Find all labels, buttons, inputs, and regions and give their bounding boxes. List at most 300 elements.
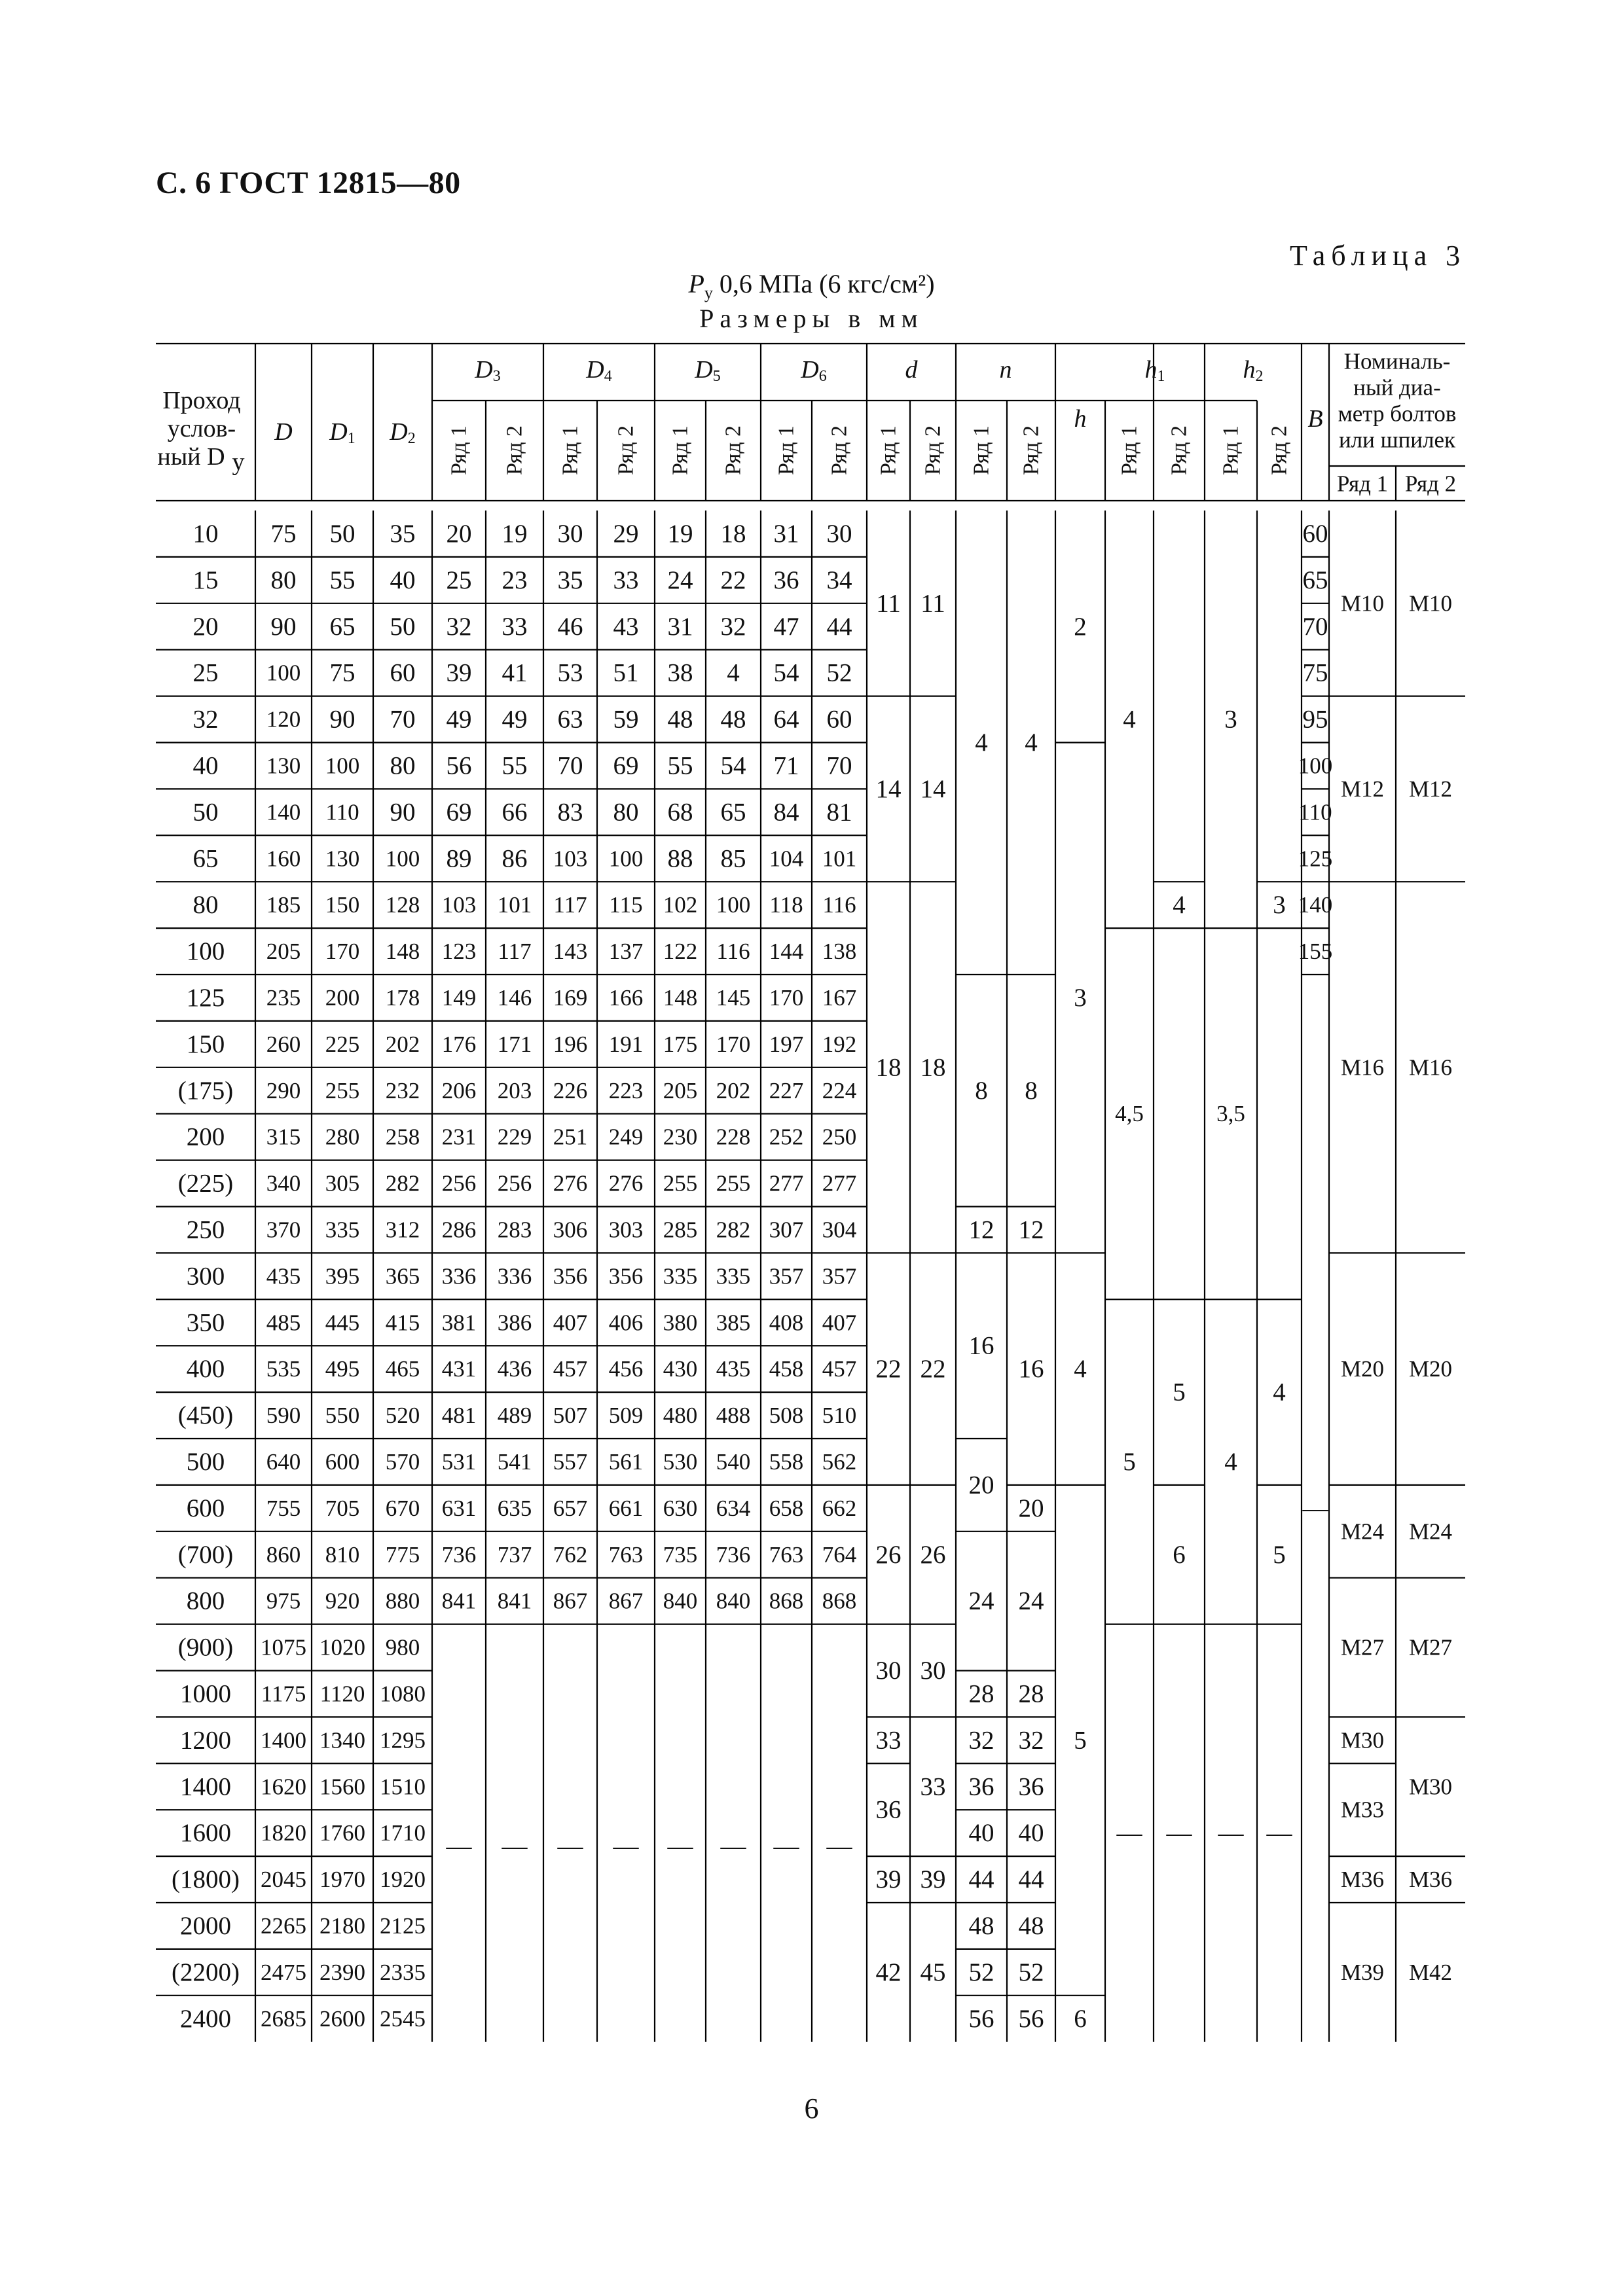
dimension-value: 130 [325, 846, 360, 872]
n-row2-value: 16 [1018, 1355, 1044, 1384]
dimension-value: 286 [441, 1217, 477, 1243]
n-row2-value: 20 [1018, 1494, 1044, 1522]
h1-row2-value: 6 [1173, 1540, 1186, 1569]
dimension-value: 509 [608, 1403, 644, 1429]
d-row2-value: 11 [921, 589, 945, 618]
dimension-value: 101 [497, 892, 532, 918]
d-row2-value: 45 [920, 1958, 946, 1986]
dimension-value: 508 [769, 1403, 804, 1429]
dimension-value: 144 [769, 939, 804, 965]
dimension-value: 657 [553, 1495, 588, 1521]
header-D5: $D_5$ [695, 356, 721, 385]
dimension-value: 763 [608, 1541, 644, 1568]
dimension-value: 335 [663, 1263, 698, 1289]
d-row2-value: 30 [920, 1657, 946, 1685]
dimension-value: 457 [553, 1356, 588, 1382]
h1-row1-value: 4 [1123, 705, 1136, 734]
dimension-value: 31 [667, 612, 693, 641]
passage-value: 200 [186, 1122, 225, 1151]
dimension-value: 200 [325, 984, 360, 1011]
dimension-value: 2545 [380, 2005, 426, 2032]
dimension-value: 277 [769, 1170, 804, 1196]
n-row1-value: 12 [968, 1215, 994, 1244]
d-row2-value: 14 [920, 774, 946, 803]
dimension-value: 840 [716, 1588, 751, 1614]
dimension-value: 357 [822, 1263, 857, 1289]
dimension-value: 255 [325, 1077, 360, 1103]
dimension-value: 49 [446, 705, 472, 734]
header-row1: Ряд 1 [1117, 425, 1142, 476]
dimension-value: 386 [497, 1310, 532, 1336]
dimension-value: 775 [385, 1541, 420, 1568]
d-row1-value: 26 [875, 1540, 902, 1569]
header-row2: Ряд 2 [827, 425, 852, 476]
header-passage: ный D [157, 443, 225, 471]
d-row1-value: 22 [875, 1355, 902, 1384]
dimension-value: 170 [325, 939, 360, 965]
dimension-value: 306 [553, 1217, 588, 1243]
header-row1: Ряд 1 [447, 425, 471, 476]
bolt-row2-value: M16 [1408, 1054, 1453, 1081]
dimension-value: 46 [557, 612, 583, 641]
dimension-value: 63 [557, 705, 583, 734]
header-row1: Ряд 1 [876, 425, 901, 476]
B-value: — [1302, 1494, 1328, 1522]
dimension-value: 736 [441, 1541, 477, 1568]
header-row2: Ряд 2 [613, 425, 638, 476]
h2-row2-value: — [1266, 1819, 1292, 1848]
pressure-symbol: $P_у$ [688, 269, 713, 302]
dimension-value: 1510 [380, 1774, 426, 1800]
dash-value: — [557, 1832, 583, 1861]
dash-value: — [773, 1832, 799, 1861]
dimension-value: 634 [716, 1495, 751, 1521]
d-row1-value: 30 [875, 1657, 902, 1685]
passage-value: 1600 [180, 1819, 231, 1848]
h2-row1-value: 3,5 [1216, 1101, 1245, 1127]
dimension-value: 81 [826, 798, 852, 827]
dimension-value: 1760 [319, 1820, 365, 1846]
dimension-value: 250 [822, 1124, 857, 1150]
dimension-value: 171 [497, 1031, 532, 1057]
B-value: 100 [1298, 753, 1333, 779]
n-row2-value: 8 [1025, 1076, 1038, 1105]
dimension-value: 256 [497, 1170, 532, 1196]
dimension-value: 755 [266, 1495, 301, 1521]
dimension-value: 80 [613, 798, 639, 827]
n-row1-value: 16 [968, 1331, 994, 1360]
dimension-value: 25 [446, 565, 472, 594]
dimension-value: 735 [663, 1541, 698, 1568]
header-row1: Ряд 1 [774, 425, 799, 476]
dimension-value: 561 [608, 1448, 644, 1475]
dimension-value: 100 [716, 892, 751, 918]
passage-value: (2200) [172, 1958, 240, 1986]
pressure-caption [0, 268, 1623, 303]
dimension-value: 202 [716, 1077, 751, 1103]
dimension-value: 867 [553, 1588, 588, 1614]
dimension-value: 600 [325, 1448, 360, 1475]
dimension-value: 55 [501, 751, 528, 780]
n-row2-value: 32 [1018, 1726, 1044, 1755]
n-row1-value: 44 [968, 1865, 994, 1894]
dimension-value: 84 [773, 798, 799, 827]
dimension-value: 54 [773, 658, 799, 687]
dimension-value: 56 [446, 751, 472, 780]
dimension-value: 530 [663, 1448, 698, 1475]
dash-value: — [501, 1832, 528, 1861]
dimension-value: 661 [608, 1495, 644, 1521]
dimension-value: 206 [441, 1077, 477, 1103]
dimension-value: 276 [553, 1170, 588, 1196]
dimension-value: 178 [385, 984, 420, 1011]
bolt-row2-value: M30 [1408, 1774, 1453, 1800]
header-h2: $h_2$ [1243, 356, 1264, 385]
n-row2-value: 12 [1018, 1215, 1044, 1244]
dimension-value: 29 [613, 519, 639, 548]
h-value: 4 [1074, 1355, 1087, 1384]
dimension-value: 485 [266, 1310, 301, 1336]
dimension-value: 102 [663, 892, 698, 918]
header-row1: Ряд 1 [668, 425, 693, 476]
dimension-value: 80 [390, 751, 416, 780]
h1-row1-value: — [1116, 1819, 1142, 1848]
dimension-value: 115 [609, 892, 643, 918]
dimension-value: 336 [497, 1263, 532, 1289]
h1-row1-value: 5 [1123, 1447, 1136, 1476]
n-row2-value: 24 [1018, 1587, 1044, 1615]
header-row2: Ряд 2 [1267, 425, 1292, 476]
dimension-value: 33 [613, 565, 639, 594]
dimension-value: 510 [822, 1403, 857, 1429]
dimension-value: 226 [553, 1077, 588, 1103]
dimension-value: 118 [769, 892, 803, 918]
dimension-value: 19 [501, 519, 528, 548]
dimension-value: 535 [266, 1356, 301, 1382]
dimension-value: 49 [501, 705, 528, 734]
dimension-value: 276 [608, 1170, 644, 1196]
passage-value: 2000 [180, 1911, 231, 1940]
d-row1-value: 36 [875, 1795, 902, 1824]
h-value: 2 [1074, 612, 1087, 641]
dimension-value: 85 [720, 844, 746, 873]
passage-value: (450) [177, 1401, 234, 1430]
dimension-value: 41 [501, 658, 528, 687]
n-row1-value: 48 [968, 1911, 994, 1940]
header-passage-sub: у [232, 448, 245, 476]
dimension-value: 232 [385, 1077, 420, 1103]
dimension-value: 160 [266, 846, 301, 872]
passage-value: 2400 [180, 2004, 231, 2033]
dimension-value: 176 [441, 1031, 477, 1057]
passage-value: 1000 [180, 1679, 231, 1708]
bolt-row1-value: M33 [1340, 1797, 1385, 1823]
dimension-value: 435 [266, 1263, 301, 1289]
d-row1-value: 11 [876, 589, 901, 618]
d-row2-value: 26 [920, 1540, 946, 1569]
dimension-value: 169 [553, 984, 588, 1011]
dimension-value: 43 [613, 612, 639, 641]
dimension-value: 304 [822, 1217, 857, 1243]
dimension-value: 23 [501, 565, 528, 594]
dimension-value: 137 [608, 939, 644, 965]
dimension-value: 705 [325, 1495, 360, 1521]
dimension-value: 2390 [319, 1959, 365, 1985]
header-bolts: метр болтов [1338, 401, 1457, 427]
dash-value: — [826, 1832, 852, 1861]
dimension-value: 54 [720, 751, 746, 780]
dimension-value: 196 [553, 1031, 588, 1057]
passage-value: 15 [192, 565, 219, 594]
bolt-row1-value: M20 [1340, 1356, 1385, 1382]
n-row1-value: 40 [968, 1819, 994, 1848]
dimension-value: 47 [773, 612, 799, 641]
dimension-value: 83 [557, 798, 583, 827]
dimension-value: 205 [663, 1077, 698, 1103]
passage-value: 1400 [180, 1772, 231, 1801]
dimension-value: 307 [769, 1217, 804, 1243]
dimension-value: 975 [266, 1588, 301, 1614]
dimension-value: 148 [663, 984, 698, 1011]
dimension-value: 282 [385, 1170, 420, 1196]
dimension-value: 356 [553, 1263, 588, 1289]
dimension-value: 33 [501, 612, 528, 641]
d-row1-value: 33 [875, 1726, 902, 1755]
dimension-value: 1075 [261, 1634, 306, 1660]
dimension-value: 557 [553, 1448, 588, 1475]
n-row1-value: 56 [968, 2004, 994, 2033]
dimension-value: 540 [716, 1448, 751, 1475]
dimension-value: 69 [446, 798, 472, 827]
dimension-value: 51 [613, 658, 639, 687]
dimension-value: 71 [773, 751, 799, 780]
dimension-value: 229 [497, 1124, 532, 1150]
dimension-value: 60 [390, 658, 416, 687]
dash-value: — [613, 1832, 639, 1861]
dimension-value: 1120 [319, 1681, 365, 1707]
dimension-value: 32 [720, 612, 746, 641]
passage-value: 32 [192, 705, 219, 734]
dimension-value: 120 [266, 706, 301, 732]
dimension-value: 60 [826, 705, 852, 734]
dimension-value: 1340 [319, 1727, 365, 1753]
units-note: Размеры в мм [699, 304, 924, 333]
dimension-value: 100 [325, 753, 360, 779]
dimension-value: 224 [822, 1077, 857, 1103]
B-value: 140 [1298, 892, 1333, 918]
dimension-value: 166 [608, 984, 644, 1011]
passage-value: 1200 [180, 1726, 231, 1755]
n-row1-value: 28 [968, 1679, 994, 1708]
passage-value: 40 [192, 751, 219, 780]
dimension-value: 430 [663, 1356, 698, 1382]
dimension-value: 541 [497, 1448, 532, 1475]
dimension-value: 868 [822, 1588, 857, 1614]
header-B: B [1307, 405, 1323, 433]
dimension-value: 385 [716, 1310, 751, 1336]
dimension-value: 2600 [319, 2005, 365, 2032]
h1-row2-value: 5 [1173, 1378, 1186, 1407]
dimension-value: 277 [822, 1170, 857, 1196]
dimension-value: 197 [769, 1031, 804, 1057]
dimension-value: 340 [266, 1170, 301, 1196]
dimension-value: 303 [608, 1217, 644, 1243]
dimension-value: 558 [769, 1448, 804, 1475]
dimension-value: 255 [663, 1170, 698, 1196]
dash-value: — [720, 1832, 746, 1861]
dimension-value: 104 [769, 846, 804, 872]
dimension-value: 100 [608, 846, 644, 872]
bolt-row1-value: M16 [1340, 1054, 1385, 1081]
dimension-value: 70 [390, 705, 416, 734]
dimension-value: 70 [557, 751, 583, 780]
passage-value: 10 [192, 519, 219, 548]
header-D1: $D_1$ [329, 418, 356, 447]
dimension-value: 249 [608, 1124, 644, 1150]
dimension-value: 285 [663, 1217, 698, 1243]
dimension-value: 550 [325, 1403, 360, 1429]
d-row2-value: 18 [920, 1053, 946, 1082]
header-D6: $D_6$ [801, 356, 827, 385]
dimension-value: 640 [266, 1448, 301, 1475]
dimension-value: 40 [390, 565, 416, 594]
dimension-value: 841 [441, 1588, 477, 1614]
h2-row1-value: 3 [1224, 705, 1237, 734]
dimension-value: 59 [613, 705, 639, 734]
passage-value: (225) [177, 1169, 234, 1198]
dimension-value: 39 [446, 658, 472, 687]
dimension-value: 357 [769, 1263, 804, 1289]
dimension-value: 110 [325, 799, 359, 825]
bolt-row2-value: M10 [1408, 590, 1453, 617]
dimension-value: 488 [716, 1403, 751, 1429]
pressure-text: 0,6 МПа (6 кгс/см²) [719, 269, 935, 298]
n-row2-value: 36 [1018, 1772, 1044, 1801]
dimension-value: 456 [608, 1356, 644, 1382]
dimension-value: 1560 [319, 1774, 365, 1800]
dimension-value: 31 [773, 519, 799, 548]
dimension-value: 103 [553, 846, 588, 872]
dimension-value: 225 [325, 1031, 360, 1057]
dimension-value: 66 [501, 798, 528, 827]
header-bolts: Номиналь- [1343, 348, 1451, 374]
dimension-value: 252 [769, 1124, 804, 1150]
n-row1-value: 20 [968, 1471, 994, 1499]
passage-value: 800 [186, 1587, 225, 1615]
dimension-value: 570 [385, 1448, 420, 1475]
B-value: 95 [1302, 705, 1328, 734]
dimension-value: 1400 [261, 1727, 306, 1753]
dimension-value: 185 [266, 892, 301, 918]
dimension-value: 283 [497, 1217, 532, 1243]
passage-value: 350 [186, 1308, 225, 1337]
dimension-value: 202 [385, 1031, 420, 1057]
passage-value: 50 [192, 798, 219, 827]
dash-value: — [667, 1832, 693, 1861]
bolt-row2-value: M24 [1408, 1518, 1453, 1545]
dimension-value: 52 [826, 658, 852, 687]
dimension-value: 140 [266, 799, 301, 825]
dimension-value: 30 [557, 519, 583, 548]
passage-value: 150 [186, 1030, 225, 1058]
dimension-value: 436 [497, 1356, 532, 1382]
dimension-value: 280 [325, 1124, 360, 1150]
dimension-value: 48 [720, 705, 746, 734]
h-value: 5 [1074, 1726, 1087, 1755]
n-row2-value: 52 [1018, 1958, 1044, 1986]
dimension-value: 143 [553, 939, 588, 965]
h2-row2-value: 5 [1273, 1540, 1286, 1569]
dimension-value: 68 [667, 798, 693, 827]
passage-value: (700) [177, 1540, 234, 1569]
dimension-value: 90 [270, 612, 297, 641]
dimension-value: 30 [826, 519, 852, 548]
dimension-value: 53 [557, 658, 583, 687]
dimension-value: 130 [266, 753, 301, 779]
h-value: 3 [1074, 983, 1087, 1012]
dimension-value: 55 [667, 751, 693, 780]
dimension-value: 282 [716, 1217, 751, 1243]
dimension-value: 408 [769, 1310, 804, 1336]
dimension-value: 231 [441, 1124, 477, 1150]
dimension-value: 116 [716, 939, 750, 965]
dimension-value: 658 [769, 1495, 804, 1521]
dimension-value: 2125 [380, 1912, 426, 1939]
dimension-value: 70 [826, 751, 852, 780]
dimension-value: 22 [720, 565, 746, 594]
dimension-value: 4 [727, 658, 740, 687]
d-row1-value: 42 [875, 1958, 902, 1986]
dimension-value: 1175 [261, 1681, 306, 1707]
page-number: 6 [804, 2092, 819, 2125]
B-value: 60 [1302, 519, 1328, 548]
bolt-row1-value: M10 [1340, 590, 1385, 617]
dimension-value: 507 [553, 1403, 588, 1429]
dimension-value: 736 [716, 1541, 751, 1568]
dimension-value: 38 [667, 658, 693, 687]
d-row1-value: 39 [875, 1865, 902, 1894]
bolt-row1-value: M24 [1340, 1518, 1385, 1545]
passage-value: 400 [186, 1355, 225, 1384]
dimension-value: 65 [720, 798, 746, 827]
d-row1-value: 18 [875, 1053, 902, 1082]
passage-value: (175) [177, 1076, 234, 1105]
dimension-value: 167 [822, 984, 857, 1011]
dimension-value: 305 [325, 1170, 360, 1196]
bolt-row2-value: M20 [1408, 1356, 1453, 1382]
header-h: h [1074, 405, 1087, 433]
header-D3: $D_3$ [475, 356, 501, 385]
dimension-value: 880 [385, 1588, 420, 1614]
dimension-value: 89 [446, 844, 472, 873]
header-D2: $D_2$ [390, 418, 416, 447]
n-row1-value: 24 [968, 1587, 994, 1615]
header-row2: Ряд 2 [1019, 425, 1044, 476]
header-row1: Ряд 1 [1218, 425, 1243, 476]
bolt-row1-value: M27 [1340, 1634, 1385, 1660]
dimension-value: 101 [822, 846, 857, 872]
dimension-value: 2180 [319, 1912, 365, 1939]
dimension-value: 2685 [261, 2005, 306, 2032]
dimension-value: 662 [822, 1495, 857, 1521]
dimension-value: 1295 [380, 1727, 426, 1753]
dimension-value: 465 [385, 1356, 420, 1382]
passage-value: 125 [186, 983, 225, 1012]
dimension-value: 100 [385, 846, 420, 872]
dimension-value: 737 [497, 1541, 532, 1568]
dimension-value: 841 [497, 1588, 532, 1614]
page-header: С. 6 ГОСТ 12815—80 [156, 166, 461, 200]
